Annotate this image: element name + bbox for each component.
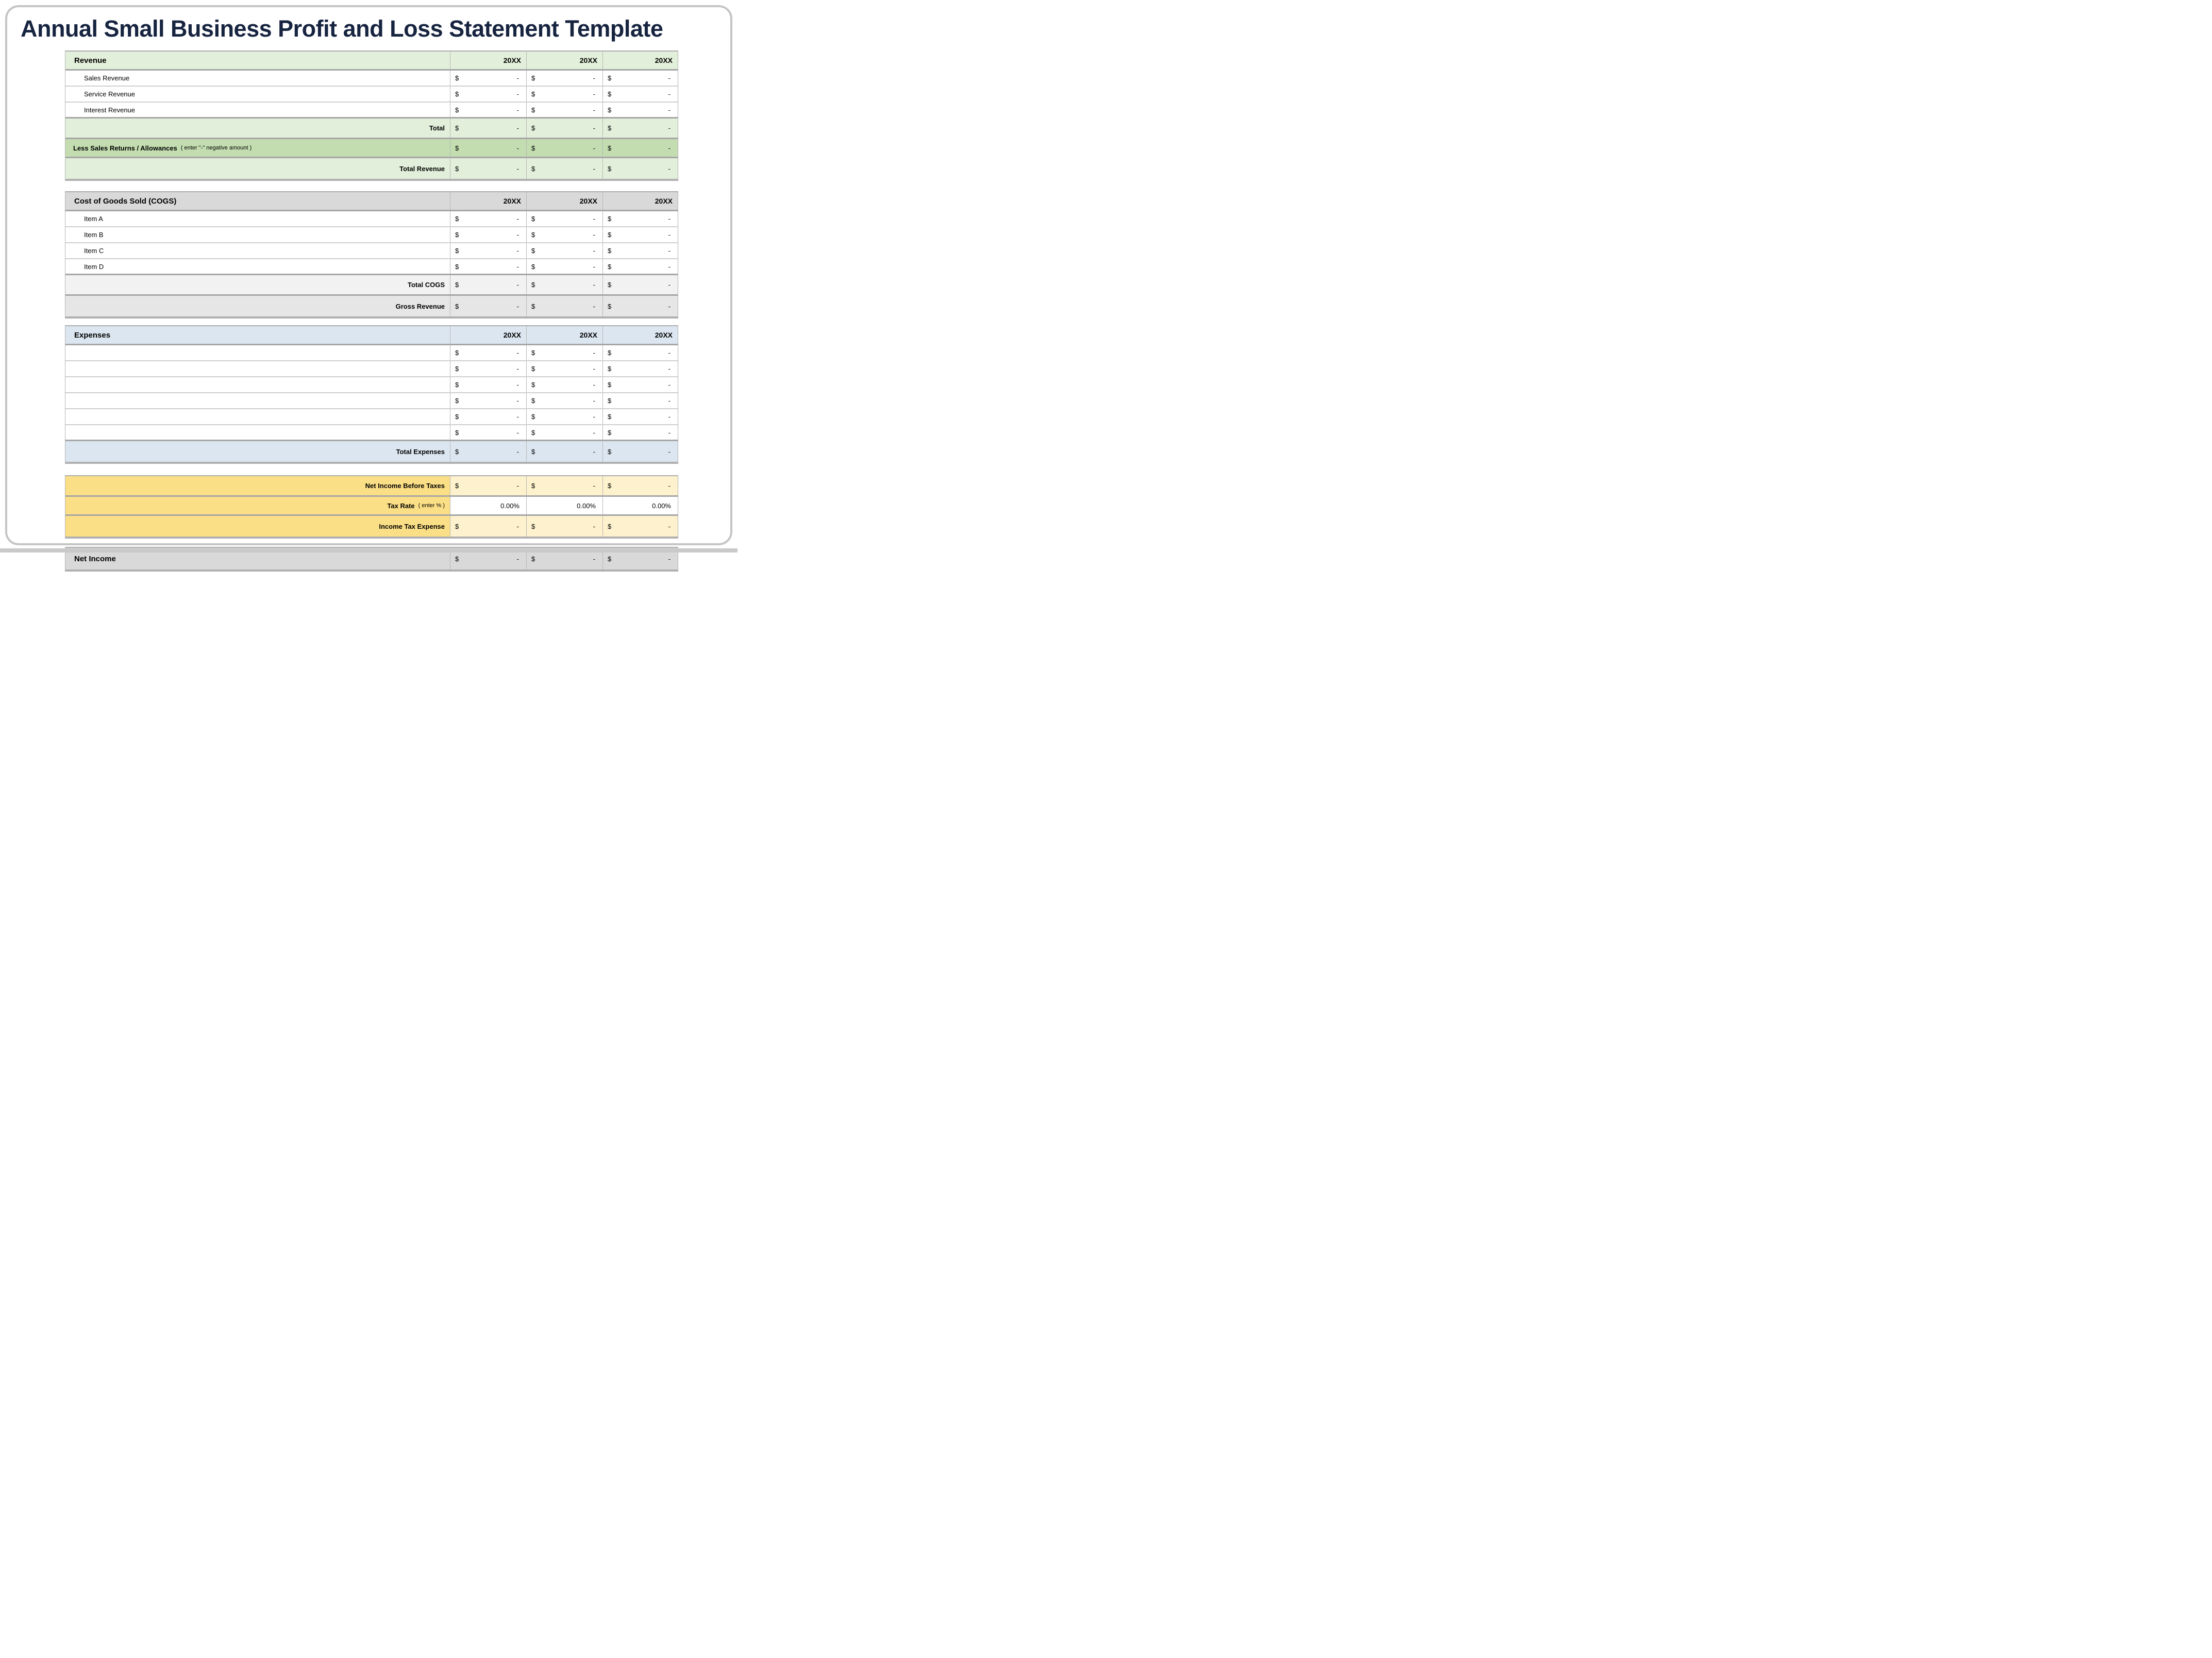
currency-symbol: $ [455,555,459,563]
currency-symbol: $ [455,381,459,389]
empty-amount: - [593,90,595,98]
currency-symbol: $ [608,397,612,405]
empty-amount: - [593,397,595,405]
currency-symbol: $ [531,555,535,563]
amount-cell[interactable] [450,259,526,274]
empty-amount: - [668,144,671,152]
amount-cell[interactable] [526,211,602,226]
total-expenses-row [65,441,678,462]
year-column-header[interactable]: 20XX [450,52,526,69]
empty-amount: - [516,482,519,490]
table-row [65,103,678,119]
year-column-header[interactable]: 20XX [526,326,602,344]
currency-symbol: $ [455,428,459,437]
tax-rate-row [65,497,678,516]
currency-symbol: $ [608,413,612,421]
gross-revenue-label: Gross Revenue [395,302,445,310]
net-income-before-taxes-label: Net Income Before Taxes [65,476,450,495]
empty-amount: - [593,262,595,271]
amount-cell[interactable] [602,409,678,424]
currency-symbol: $ [455,247,459,255]
tax-rate-value: 0.00% [577,501,596,510]
currency-symbol: $ [455,215,459,223]
currency-symbol: $ [455,74,459,82]
expense-label-cell[interactable] [65,345,450,360]
currency-symbol: $ [531,522,535,530]
currency-symbol: $ [608,447,612,456]
total-amount-cell[interactable] [450,275,526,294]
amount-cell[interactable] [450,71,526,86]
amount-cell[interactable] [450,227,526,242]
currency-symbol: $ [531,349,535,357]
amount-cell[interactable] [602,211,678,226]
empty-amount: - [668,302,671,310]
currency-symbol: $ [608,381,612,389]
empty-amount: - [516,90,519,98]
empty-amount: - [593,247,595,255]
tax-rate-label-cell [65,497,450,514]
empty-amount: - [516,124,519,132]
currency-symbol: $ [531,247,535,255]
currency-symbol: $ [608,482,612,490]
empty-amount: - [593,482,595,490]
currency-symbol: $ [608,522,612,530]
total-amount-cell[interactable] [526,441,602,462]
empty-amount: - [668,247,671,255]
income-tax-expense-label: Income Tax Expense [65,516,450,537]
empty-amount: - [593,428,595,437]
year-column-header[interactable]: 20XX [526,192,602,210]
year-column-header[interactable]: 20XX [450,192,526,210]
amount-cell[interactable] [526,227,602,242]
net-income-label: Net Income [74,554,116,563]
table-row [65,71,678,87]
empty-amount: - [593,302,595,310]
year-column-header[interactable]: 20XX [602,326,678,344]
total-amount-cell[interactable] [450,158,526,179]
expense-label-cell[interactable] [65,377,450,392]
amount-cell[interactable] [450,139,526,157]
currency-symbol: $ [531,262,535,271]
amount-cell[interactable] [602,243,678,258]
amount-cell[interactable] [526,243,602,258]
empty-amount: - [668,381,671,389]
currency-symbol: $ [455,262,459,271]
currency-symbol: $ [608,90,612,98]
currency-symbol: $ [531,144,535,152]
amount-cell[interactable] [602,377,678,392]
cogs-row-label: Item B [84,231,104,239]
empty-amount: - [516,281,519,289]
amount-cell[interactable] [602,103,678,117]
currency-symbol: $ [455,482,459,490]
table-row [65,345,678,361]
revenue-row-label: Interest Revenue [84,106,136,114]
amount-cell[interactable] [526,409,602,424]
currency-symbol: $ [531,482,535,490]
empty-amount: - [516,231,519,239]
total-amount-cell[interactable] [526,516,602,537]
amount-cell[interactable] [450,87,526,102]
amount-cell[interactable] [602,393,678,408]
empty-amount: - [516,447,519,456]
currency-symbol: $ [531,215,535,223]
table-row [65,377,678,393]
empty-amount: - [668,215,671,223]
currency-symbol: $ [608,302,612,310]
year-column-header[interactable]: 20XX [450,326,526,344]
currency-symbol: $ [455,124,459,132]
empty-amount: - [593,106,595,114]
total-amount-cell[interactable] [602,441,678,462]
empty-amount: - [668,555,671,563]
total-amount-cell[interactable] [526,476,602,495]
empty-amount: - [668,482,671,490]
currency-symbol: $ [455,106,459,114]
expense-label-cell[interactable] [65,361,450,376]
total-amount-cell[interactable] [526,158,602,179]
currency-symbol: $ [608,281,612,289]
total-amount-cell[interactable] [602,275,678,294]
empty-amount: - [593,74,595,82]
statement-tables [65,51,678,572]
currency-symbol: $ [608,231,612,239]
amount-cell[interactable] [602,425,678,440]
empty-amount: - [593,144,595,152]
revenue-header-row [65,52,678,71]
amount-cell[interactable] [450,393,526,408]
amount-cell[interactable] [450,377,526,392]
cogs-table [65,191,678,319]
total-amount-cell[interactable] [526,119,602,138]
amount-cell[interactable] [450,243,526,258]
total-amount-cell[interactable] [450,119,526,138]
year-column-header[interactable]: 20XX [602,52,678,69]
currency-symbol: $ [531,90,535,98]
currency-symbol: $ [608,262,612,271]
empty-amount: - [516,522,519,530]
total-amount-cell[interactable] [450,441,526,462]
empty-amount: - [516,381,519,389]
amount-cell[interactable] [526,393,602,408]
currency-symbol: $ [455,144,459,152]
amount-cell[interactable] [526,425,602,440]
empty-amount: - [516,247,519,255]
total-amount-cell[interactable] [526,296,602,316]
currency-symbol: $ [531,397,535,405]
sales-returns-label-cell [65,139,450,157]
tax-rate-cell[interactable] [450,497,526,514]
tax-table [65,475,678,539]
tax-rate-cell[interactable] [526,497,602,514]
amount-cell[interactable] [526,377,602,392]
total-amount-cell[interactable] [450,516,526,537]
table-row [65,87,678,103]
cogs-row-label: Item D [84,262,104,271]
revenue-total-label: Total [429,124,445,132]
empty-amount: - [668,522,671,530]
empty-amount: - [668,349,671,357]
currency-symbol: $ [608,215,612,223]
amount-cell[interactable] [526,87,602,102]
tax-rate-label: Tax Rate [387,501,415,510]
empty-amount: - [668,281,671,289]
amount-cell[interactable] [602,71,678,86]
empty-amount: - [516,106,519,114]
amount-cell[interactable] [450,345,526,360]
currency-symbol: $ [455,90,459,98]
amount-cell[interactable] [602,361,678,376]
empty-amount: - [593,164,595,173]
tax-rate-value: 0.00% [500,501,520,510]
empty-amount: - [593,349,595,357]
currency-symbol: $ [531,302,535,310]
table-row [65,361,678,377]
currency-symbol: $ [608,349,612,357]
currency-symbol: $ [531,413,535,421]
empty-amount: - [668,428,671,437]
currency-symbol: $ [455,349,459,357]
empty-amount: - [593,555,595,563]
template-card [5,5,732,563]
empty-amount: - [516,413,519,421]
page-title: Annual Small Business Profit and Loss Statement Template [21,15,663,42]
empty-amount: - [516,555,519,563]
table-row [65,393,678,409]
currency-symbol: $ [455,365,459,373]
total-amount-cell[interactable] [602,516,678,537]
amount-cell[interactable] [602,87,678,102]
currency-symbol: $ [455,413,459,421]
currency-symbol: $ [531,231,535,239]
currency-symbol: $ [608,247,612,255]
empty-amount: - [516,262,519,271]
tax-rate-value: 0.00% [652,501,671,510]
total-cogs-label: Total COGS [408,281,445,289]
total-amount-cell[interactable] [602,119,678,138]
tax-rate-note: ( enter % ) [418,503,445,509]
total-revenue-label: Total Revenue [399,164,445,173]
empty-amount: - [593,365,595,373]
currency-symbol: $ [531,447,535,456]
total-expenses-label: Total Expenses [396,447,445,456]
empty-amount: - [593,231,595,239]
empty-amount: - [593,381,595,389]
empty-amount: - [593,413,595,421]
empty-amount: - [668,124,671,132]
currency-symbol: $ [608,428,612,437]
table-row [65,259,678,275]
empty-amount: - [593,447,595,456]
amount-cell[interactable] [450,361,526,376]
total-amount-cell[interactable] [602,296,678,316]
currency-symbol: $ [455,522,459,530]
currency-symbol: $ [455,281,459,289]
table-row [65,227,678,243]
cogs-row-label: Item C [84,247,104,255]
empty-amount: - [593,124,595,132]
empty-amount: - [668,365,671,373]
currency-symbol: $ [608,106,612,114]
tax-rate-cell[interactable] [602,497,678,514]
table-row [65,243,678,259]
empty-amount: - [668,106,671,114]
currency-symbol: $ [531,124,535,132]
empty-amount: - [668,262,671,271]
total-amount-cell[interactable] [602,476,678,495]
total-revenue-row [65,158,678,179]
income-tax-expense-row [65,516,678,537]
currency-symbol: $ [455,302,459,310]
empty-amount: - [516,215,519,223]
revenue-section-header: Revenue [74,56,107,65]
cogs-section-header: Cost of Goods Sold (COGS) [74,196,177,206]
currency-symbol: $ [608,74,612,82]
amount-cell[interactable] [526,71,602,86]
revenue-total-row [65,119,678,139]
table-row [65,409,678,425]
currency-symbol: $ [455,164,459,173]
empty-amount: - [516,397,519,405]
amount-cell[interactable] [602,345,678,360]
empty-amount: - [593,281,595,289]
amount-cell[interactable] [526,139,602,157]
currency-symbol: $ [608,144,612,152]
amount-cell[interactable] [450,409,526,424]
total-amount-cell[interactable] [526,275,602,294]
currency-symbol: $ [531,381,535,389]
currency-symbol: $ [531,164,535,173]
page-bottom-shadow [0,548,738,552]
empty-amount: - [516,365,519,373]
empty-amount: - [668,397,671,405]
table-row [65,425,678,441]
total-cogs-row [65,275,678,296]
empty-amount: - [516,164,519,173]
total-amount-cell[interactable] [602,158,678,179]
revenue-row-label: Sales Revenue [84,74,130,82]
empty-amount: - [668,90,671,98]
empty-amount: - [668,74,671,82]
currency-symbol: $ [531,428,535,437]
currency-symbol: $ [608,124,612,132]
sales-returns-label: Less Sales Returns / Allowances [73,144,177,152]
amount-cell[interactable] [602,139,678,157]
currency-symbol: $ [531,74,535,82]
amount-cell[interactable] [602,227,678,242]
empty-amount: - [593,215,595,223]
amount-cell[interactable] [526,259,602,274]
empty-amount: - [516,74,519,82]
amount-cell[interactable] [526,103,602,117]
sales-returns-note: ( enter "-" negative amount ) [180,145,252,151]
gross-revenue-row [65,296,678,316]
empty-amount: - [668,447,671,456]
amount-cell[interactable] [526,361,602,376]
revenue-row-label: Service Revenue [84,90,135,98]
empty-amount: - [668,231,671,239]
empty-amount: - [516,349,519,357]
currency-symbol: $ [531,365,535,373]
amount-cell[interactable] [450,425,526,440]
amount-cell[interactable] [450,211,526,226]
currency-symbol: $ [608,365,612,373]
total-amount-cell[interactable] [450,476,526,495]
amount-cell[interactable] [602,259,678,274]
empty-amount: - [668,164,671,173]
expenses-table [65,325,678,464]
year-column-header[interactable]: 20XX [602,192,678,210]
table-row [65,211,678,227]
empty-amount: - [516,428,519,437]
currency-symbol: $ [531,281,535,289]
cogs-row-label: Item A [84,215,103,223]
currency-symbol: $ [455,397,459,405]
currency-symbol: $ [455,447,459,456]
revenue-table [65,51,678,181]
expenses-header-row [65,326,678,345]
empty-amount: - [593,522,595,530]
expense-label-cell[interactable] [65,393,450,408]
sales-returns-row [65,139,678,158]
empty-amount: - [668,413,671,421]
expense-label-cell[interactable] [65,409,450,424]
expenses-section-header: Expenses [74,330,111,340]
currency-symbol: $ [608,164,612,173]
currency-symbol: $ [455,231,459,239]
currency-symbol: $ [608,555,612,563]
empty-amount: - [516,302,519,310]
amount-cell[interactable] [450,103,526,117]
net-income-before-taxes-row [65,476,678,497]
currency-symbol: $ [531,106,535,114]
amount-cell[interactable] [526,345,602,360]
expense-label-cell[interactable] [65,425,450,440]
empty-amount: - [516,144,519,152]
total-amount-cell[interactable] [450,296,526,316]
cogs-header-row [65,192,678,211]
year-column-header[interactable]: 20XX [526,52,602,69]
